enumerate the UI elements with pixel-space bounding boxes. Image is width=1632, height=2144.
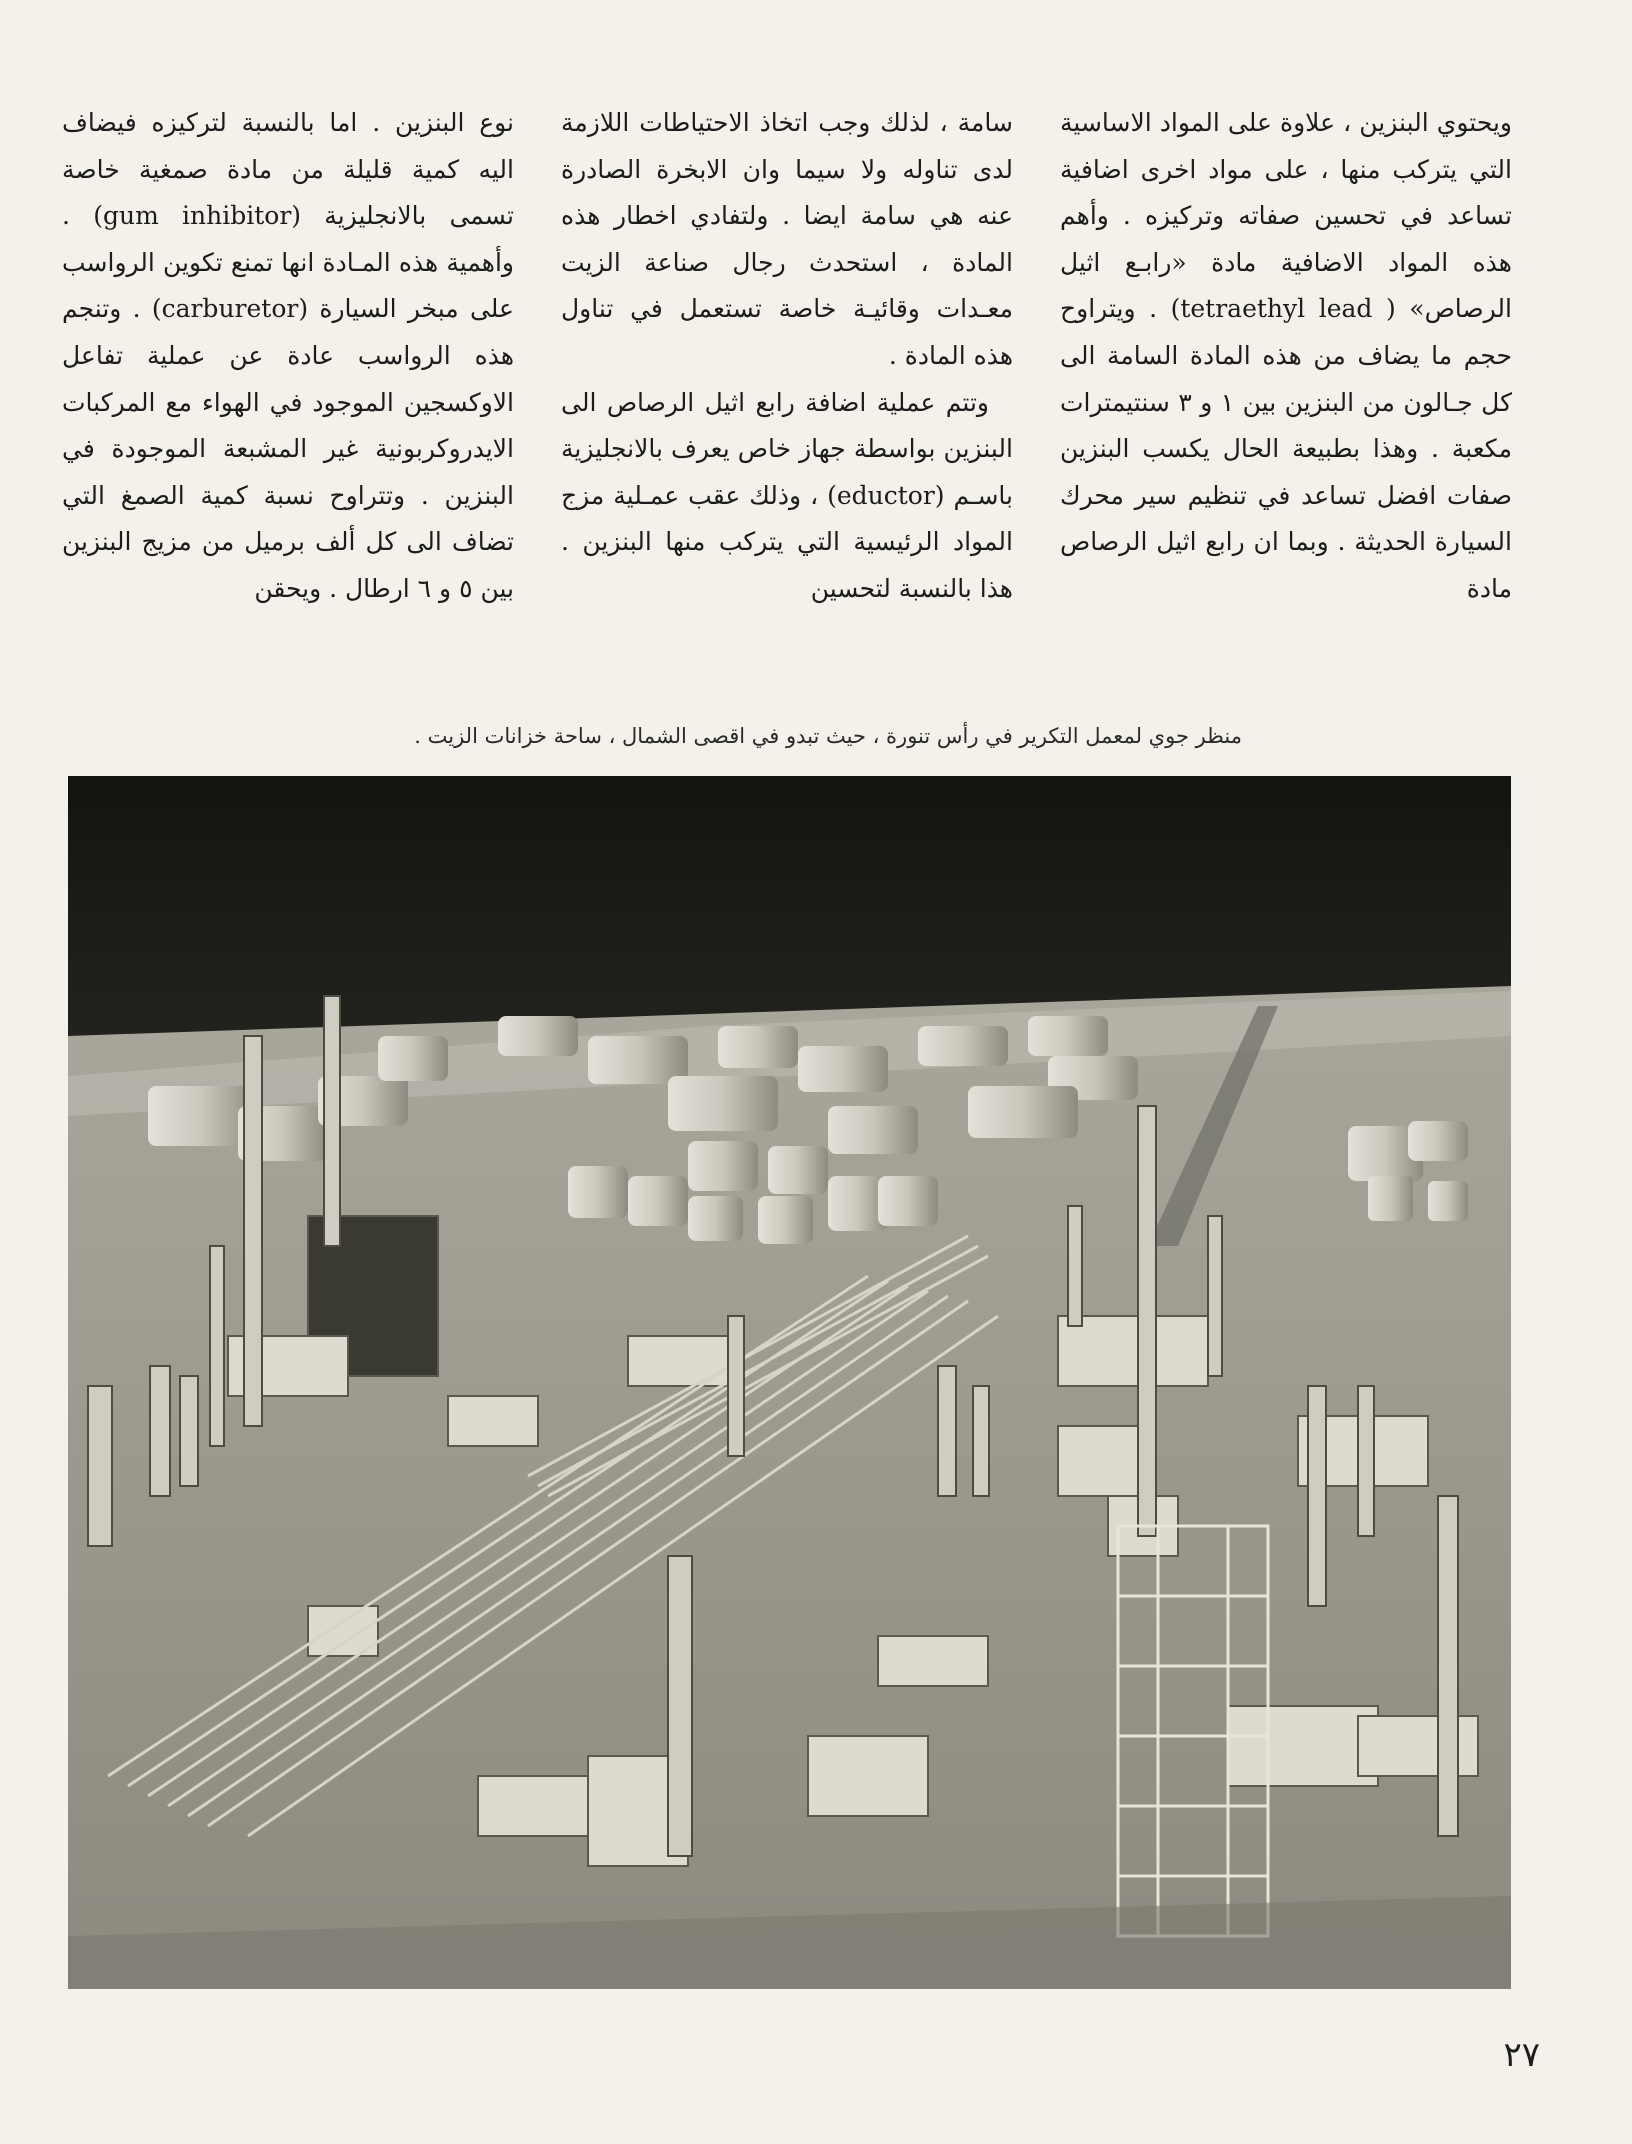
column-left xyxy=(62,100,514,660)
refinery-aerial-photo xyxy=(68,776,1511,1989)
column-right-text: ويحتوي البنزين ، علاوة على المواد الاساسية التي يتركب منها ، على مواد اخرى اضافية تساعد في تحسين صفاته وتركيزه . وأهم هذه المواد الاضافية مادة «رابـع اثيل الرصاص» ( tetraethyl lead) . ويتراوح حجم ما يضاف من هذه المادة السامة الى كل جـالون من البنزين بين ١ و ٣ سنتيمترات مكعبة . وهذا بطبيعة الحال يكسب البنزين صفات افضل تساعد في تنظيم سير محرك السيارة الحديثة . وبما ان رابع اثيل الرصاص مادة xyxy=(1060,108,1512,603)
column-middle-paragraph-1: سامة ، لذلك وجب اتخاذ الاحتياطات اللازمة لدى تناوله ولا سيما وان الابخرة الصادرة عنه هي سامة ايضا . ولتفادي اخطار هذه المادة ، استحدث رجال صناعة الزيت معـدات وقائيـة خاصة تستعمل في تناول هذه المادة . xyxy=(561,108,1013,370)
article-columns xyxy=(62,100,1512,660)
column-right xyxy=(1060,100,1512,660)
page-number: ٢٧ xyxy=(1503,2035,1540,2075)
column-middle xyxy=(561,100,1013,660)
column-left-text: نوع البنزين . اما بالنسبة لتركيزه فيضاف اليه كمية قليلة من مادة صمغية خاصة تسمى بالانجليزية (gum inhibitor) . وأهمية هذه المـادة انها تمنع تكوين الرواسب على مبخر السيارة (carburetor) . وتنجم هذه الرواسب عادة عن عملية تفاعل الاوكسجين الموجود في الهواء مع المركبات الايدروكربونية غير المشبعة الموجودة في البنزين . وتتراوح نسبة كمية الصمغ التي تضاف الى كل ألف برميل من مزيج البنزين بين ٥ و ٦ ارطال . ويحقن xyxy=(62,108,514,603)
photo-caption: منظر جوي لمعمل التكرير في رأس تنورة ، حيث تبدو في اقصى الشمال ، ساحة خزانات الزيت . xyxy=(414,724,1242,748)
column-middle-paragraph-2: وتتم عملية اضافة رابع اثيل الرصاص الى البنزين بواسطة جهاز خاص يعرف بالانجليزية باسـم (eductor) ، وذلك عقب عمـلية مزج المواد الرئيسية التي يتركب منها البنزين . هذا بالنسبة لتحسين xyxy=(561,387,1013,603)
refinery-illustration xyxy=(68,776,1511,1989)
